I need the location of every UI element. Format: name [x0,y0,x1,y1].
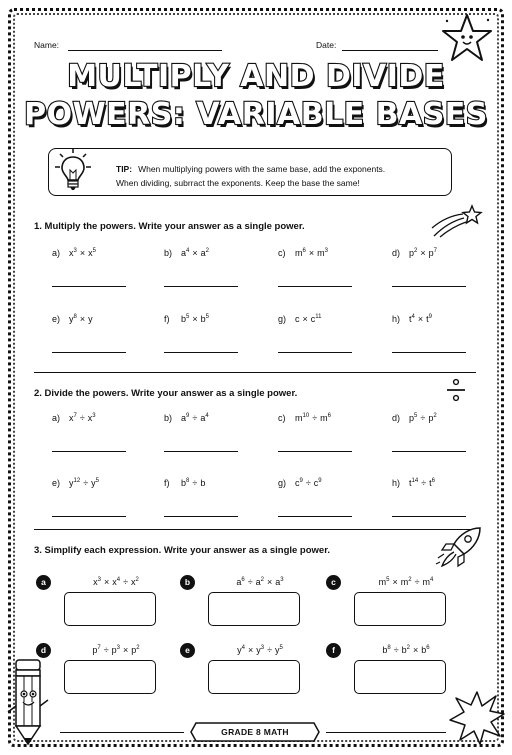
exponent: 5 [279,645,283,651]
problem-label: f) [164,314,170,324]
base-term: y [91,478,96,488]
answer-line[interactable] [278,516,352,517]
operator: ÷ [414,577,420,587]
problem-letter-badge: d [36,643,51,658]
answer-box[interactable] [354,592,446,626]
problem-label: c) [278,413,286,423]
section-divider [34,372,476,373]
operator: × [79,314,86,324]
answer-line[interactable] [164,286,238,287]
problem-item [164,248,209,258]
date-label: Date: [316,40,337,50]
base-term: a [200,413,206,423]
exponent: 9 [428,314,432,320]
answer-line[interactable] [278,286,352,287]
exponent: 4 [205,413,209,419]
base-term: c [295,478,300,488]
problem-item [52,314,93,324]
answer-line[interactable] [278,451,352,452]
base-term: a [181,248,187,258]
answer-line[interactable] [52,451,126,452]
answer-line[interactable] [52,352,126,353]
exponent: 7 [73,413,77,419]
exponent: 4 [116,577,121,583]
exponent: 2 [135,577,139,583]
exponent: 3 [116,645,121,651]
base-term: x [87,413,93,423]
base-term: t [409,478,412,488]
exponent: 6 [241,577,245,583]
problem-label: e) [52,314,61,324]
exponent: 8 [387,645,391,651]
exponent: 6 [431,478,436,484]
exponent: 4 [411,314,415,320]
base-term: b [401,645,407,655]
answer-line[interactable] [392,286,466,287]
division-sign-icon [446,378,466,402]
problem-label: b) [164,413,173,423]
operator: ÷ [267,645,273,655]
answer-line[interactable] [164,451,238,452]
operator: ÷ [79,413,85,423]
base-term: b [200,314,206,324]
exponent: 6 [302,248,306,254]
answer-line[interactable] [164,352,238,353]
problem-item [392,248,437,258]
expression [56,645,176,655]
exponent: 3 [280,577,284,583]
section-3-title: 3. Simplify each expression. Write your answer as a single power. [34,545,331,556]
expression [346,645,466,655]
base-term: t [429,478,432,488]
exponent: 7 [97,645,101,651]
problem-item [164,413,209,423]
exponent: 4 [430,577,434,583]
base-term: c [295,314,300,324]
tip-text [116,162,448,190]
base-term: x [93,577,98,587]
operator: ÷ [247,577,253,587]
base-term: x [69,413,74,423]
problem-label: g) [278,478,287,488]
base-term: b [421,645,427,655]
operator: × [79,248,86,258]
answer-line[interactable] [52,286,126,287]
problem-item [164,478,205,488]
exponent: 3 [92,413,96,419]
section-2-title: 2. Divide the powers. Write your answer as a single power. [34,388,298,399]
name-label: Name: [34,40,60,50]
name-field-line[interactable] [68,50,222,51]
rocket-icon [434,524,486,572]
exponent: 6 [327,413,331,419]
base-term: c [313,478,319,488]
problem-item [52,413,96,423]
base-term: a [255,577,261,587]
operator: ÷ [420,413,426,423]
base-term: a [236,577,242,587]
problem-item [164,314,209,324]
problem-letter-badge: f [326,643,341,658]
exponent: 4 [241,645,245,651]
operator: ÷ [83,478,89,488]
problem-letter-badge: e [180,643,195,658]
problem-item [278,413,331,423]
expression [200,577,320,587]
operator: × [392,577,398,587]
answer-line[interactable] [164,516,238,517]
exponent: 9 [299,478,303,484]
base-term: y [69,314,74,324]
exponent: 10 [302,413,310,419]
expression [56,577,176,587]
base-term: b [181,314,187,324]
exponent: 8 [73,314,77,320]
title-line-2: POWERS: VARIABLE BASES [24,97,488,132]
lightbulb-icon [52,146,94,198]
tip-label: TIP: [116,164,133,174]
problem-letter-badge: c [326,575,341,590]
problem-label: h) [392,478,401,488]
answer-line[interactable] [392,352,466,353]
exponent: 7 [433,248,437,254]
operator: × [420,248,426,258]
exponent: 2 [205,248,209,254]
base-term: m [295,413,303,423]
base-term: a [181,413,187,423]
operator: × [308,248,315,258]
problem-label: d) [392,248,401,258]
answer-box[interactable] [354,660,446,694]
base-term: y [256,645,261,655]
base-term: p [92,645,98,655]
exponent: 11 [315,314,322,320]
exponent: 5 [92,248,96,254]
footer-rule-right [326,732,446,733]
exponent: 4 [186,248,190,254]
header-row [34,40,454,56]
exponent: 2 [260,577,265,583]
exponent: 3 [73,248,77,254]
operator: × [192,314,198,324]
operator: ÷ [192,478,198,488]
exponent: 12 [73,478,81,484]
problem-item [52,248,96,258]
title-line-1: MULTIPLY AND DIVIDE [67,59,445,94]
problem-item [392,478,435,488]
base-term: m [317,248,325,258]
exponent: 8 [186,478,190,484]
base-term: p [428,248,434,258]
date-field-line[interactable] [342,50,438,51]
base-term: p [409,413,415,423]
operator: ÷ [421,478,427,488]
base-term: m [295,248,303,258]
operator: × [302,314,308,324]
starburst-icon [448,690,506,746]
answer-box[interactable] [208,660,300,694]
operator: × [103,577,110,587]
tip-text-line-1: When multiplying powers with the same base, add the exponents. [138,164,386,174]
operator: × [267,577,273,587]
problem-item [52,478,99,488]
base-term: y [69,478,74,488]
operator: × [247,645,254,655]
exponent: 9 [186,413,190,419]
problem-letter-badge: a [36,575,51,590]
answer-line[interactable] [392,451,466,452]
base-term: y [88,314,93,324]
operator: × [192,248,198,258]
section-1-title: 1. Multiply the powers. Write your answer as a single power. [34,221,305,232]
exponent: 2 [136,645,140,651]
tip-text-line-2: When dividing, subrract the exponents. Keep the base the same! [116,178,360,188]
base-term: a [275,577,281,587]
exponent: 2 [414,248,418,254]
base-term: a [200,248,206,258]
base-term: c [310,314,316,324]
exponent: 2 [408,577,412,583]
exponent: 3 [324,248,328,254]
exponent: 6 [426,645,430,651]
exponent: 3 [260,645,265,651]
problem-label: g) [278,314,287,324]
exponent: 2 [406,645,411,651]
base-term: y [275,645,280,655]
base-term: p [428,413,434,423]
operator: ÷ [305,478,311,488]
answer-line[interactable] [52,516,126,517]
operator: ÷ [393,645,399,655]
exponent: 5 [186,314,190,320]
problem-label: d) [392,413,401,423]
exponent: 14 [411,478,419,484]
problem-label: a) [52,248,61,258]
base-term: b [200,478,206,488]
smiling-star-icon [440,12,494,66]
base-term: p [409,248,415,258]
answer-box[interactable] [64,660,156,694]
base-term: x [112,577,117,587]
exponent: 5 [95,478,99,484]
answer-box[interactable] [64,592,156,626]
exponent: 3 [97,577,101,583]
footer-rule-left [60,732,184,733]
base-term: b [382,645,388,655]
base-term: x [69,248,74,258]
exponent: 9 [318,478,322,484]
operator: ÷ [103,645,109,655]
base-term: m [400,577,409,587]
section-divider [34,529,476,530]
problem-label: a) [52,413,61,423]
operator: × [123,645,129,655]
exponent: 5 [386,577,390,583]
problem-item [392,314,432,324]
problem-item [278,478,322,488]
operator: × [417,314,424,324]
answer-line[interactable] [392,516,466,517]
problem-label: h) [392,314,401,324]
exponent: 5 [205,314,209,320]
problem-item [278,314,322,324]
base-term: x [131,577,136,587]
base-term: t [409,314,412,324]
exponent: 5 [414,413,418,419]
shooting-star-icon [430,202,486,238]
operator: ÷ [192,413,198,423]
footer-grade-label: GRADE 8 MATH [221,727,289,737]
expression [200,645,320,655]
problem-label: b) [164,248,173,258]
operator: × [413,645,419,655]
base-term: y [237,645,242,655]
base-term: b [181,478,187,488]
base-term: m [422,577,431,587]
base-term: t [426,314,429,324]
problem-letter-badge: b [180,575,195,590]
pencil-character-icon [6,656,50,748]
problem-label: f) [164,478,170,488]
answer-line[interactable] [278,352,352,353]
base-term: p [131,645,137,655]
answer-box[interactable] [208,592,300,626]
expression [346,577,466,587]
problem-item [278,248,328,258]
problem-item [392,413,437,423]
base-term: m [320,413,328,423]
operator: ÷ [123,577,129,587]
operator: ÷ [312,413,318,423]
problem-label: e) [52,478,61,488]
exponent: 2 [433,413,437,419]
problem-label: c) [278,248,286,258]
base-term: p [111,645,117,655]
base-term: x [88,248,93,258]
base-term: m [378,577,387,587]
